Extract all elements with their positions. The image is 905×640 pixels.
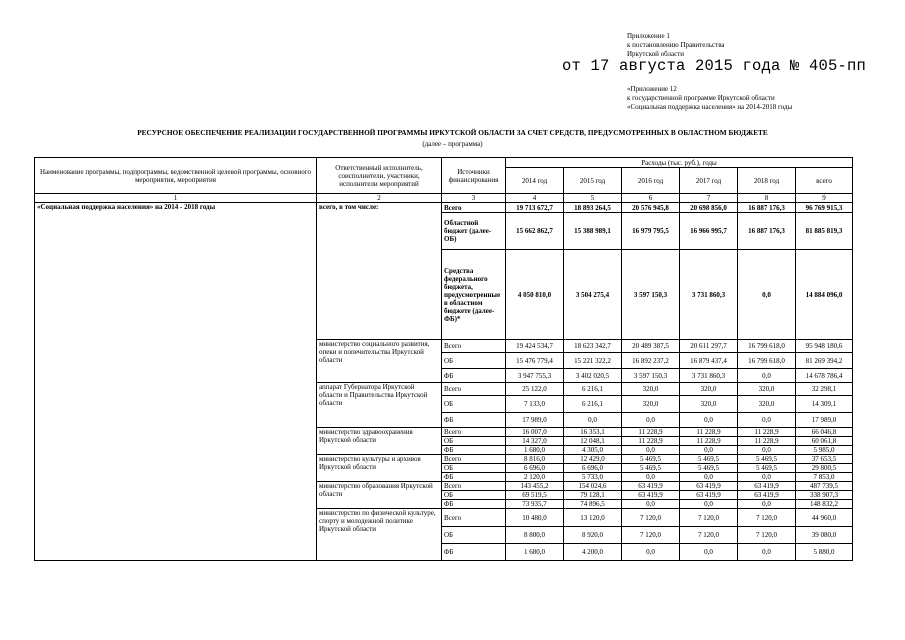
document-title: РЕСУРСНОЕ ОБЕСПЕЧЕНИЕ РЕАЛИЗАЦИИ ГОСУДАРСТВЕННОЙ ПРОГРАММЫ ИРКУТСКОЙ ОБЛАСТИ ЗА СЧЕТ СРЕДСТВ, ПРЕДУСМОТРЕННЫХ В ОБЛАСТНОМ БЮДЖЕТЕ [137, 128, 768, 137]
value-cell: 81 269 394,2 [796, 353, 853, 369]
value-cell: 11 228,9 [738, 428, 796, 437]
annex12-header [627, 85, 792, 112]
program-name: «Социальная поддержка населения» на 2014 - 2018 годы [35, 203, 317, 561]
value-cell: 320,0 [738, 396, 796, 413]
value-cell: 96 769 915,3 [796, 203, 853, 213]
value-cell: 20 698 856,0 [680, 203, 738, 213]
annex12-line3: «Социальная поддержка населения» на 2014-2018 годы [627, 103, 793, 111]
value-cell: 15 221 322,2 [564, 353, 622, 369]
value-cell: 0,0 [622, 413, 680, 428]
value-cell: 11 228,9 [680, 428, 738, 437]
value-cell: 14 309,1 [796, 396, 853, 413]
value-cell: 39 080,0 [796, 527, 853, 544]
resolution-date-stamp: от 17 августа 2015 года № 405-пп [562, 57, 867, 75]
value-cell: 320,0 [680, 383, 738, 396]
source-cell: Всего [442, 340, 506, 353]
source-cell: Всего [442, 203, 506, 213]
executor-name: министерство здравоохранения Иркутской области [317, 428, 442, 455]
value-cell: 17 989,0 [506, 413, 564, 428]
value-cell: 7 120,0 [622, 527, 680, 544]
value-cell: 0,0 [738, 544, 796, 561]
executor-name: министерство социального развития, опеки и попечительства Иркутской области [317, 340, 442, 383]
column-number: 6 [622, 194, 680, 203]
value-cell: 32 298,1 [796, 383, 853, 396]
value-cell: 7 120,0 [622, 509, 680, 527]
value-cell: 14 884 096,0 [796, 250, 853, 340]
value-cell: 25 122,0 [506, 383, 564, 396]
value-cell: 8 920,0 [564, 527, 622, 544]
value-cell: 8 800,0 [506, 527, 564, 544]
value-cell: 2 120,0 [506, 473, 564, 482]
value-cell: 13 120,0 [564, 509, 622, 527]
column-number: 4 [506, 194, 564, 203]
value-cell: 95 948 180,6 [796, 340, 853, 353]
value-cell: 14 678 786,4 [796, 369, 853, 383]
source-cell: ФБ [442, 544, 506, 561]
value-cell: 320,0 [680, 396, 738, 413]
document-subtitle: (далее – программа) [422, 140, 483, 148]
source-cell: Всего [442, 509, 506, 527]
value-cell: 0,0 [680, 413, 738, 428]
source-cell: ФБ [442, 500, 506, 509]
value-cell: 3 402 020,5 [564, 369, 622, 383]
value-cell: 4 200,0 [564, 544, 622, 561]
value-cell: 1 680,0 [506, 446, 564, 455]
header-year: всего [796, 168, 853, 194]
value-cell: 0,0 [680, 446, 738, 455]
value-cell: 63 419,9 [738, 491, 796, 500]
header-executor: Ответственный исполнитель, соисполнители, участники, исполнители мероприятий [317, 158, 442, 194]
value-cell: 5 469,5 [680, 455, 738, 464]
value-cell: 6 216,1 [564, 383, 622, 396]
value-cell: 7 120,0 [680, 509, 738, 527]
column-number: 7 [680, 194, 738, 203]
value-cell: 14 327,0 [506, 437, 564, 446]
value-cell: 320,0 [738, 383, 796, 396]
value-cell: 5 469,5 [738, 455, 796, 464]
value-cell: 11 228,9 [622, 428, 680, 437]
value-cell: 338 907,3 [796, 491, 853, 500]
value-cell: 6 216,1 [564, 396, 622, 413]
value-cell: 16 799 618,0 [738, 353, 796, 369]
executor-name: министерство культуры и архивов Иркутской области [317, 455, 442, 482]
value-cell: 8 816,0 [506, 455, 564, 464]
value-cell: 154 024,6 [564, 482, 622, 491]
value-cell: 7 133,0 [506, 396, 564, 413]
value-cell: 16 979 795,5 [622, 213, 680, 250]
value-cell: 16 879 437,4 [680, 353, 738, 369]
value-cell: 0,0 [738, 413, 796, 428]
value-cell: 66 046,8 [796, 428, 853, 437]
value-cell: 143 455,2 [506, 482, 564, 491]
value-cell: 11 228,9 [738, 437, 796, 446]
value-cell: 7 120,0 [738, 527, 796, 544]
value-cell: 0,0 [680, 500, 738, 509]
header-year: 2016 год [622, 168, 680, 194]
value-cell: 0,0 [738, 369, 796, 383]
value-cell: 5 469,5 [738, 464, 796, 473]
value-cell: 16 966 995,7 [680, 213, 738, 250]
header-source: Источники финансирования [442, 158, 506, 194]
value-cell: 0,0 [622, 500, 680, 509]
source-cell: Всего [442, 428, 506, 437]
table-colnum-row [35, 194, 853, 203]
value-cell: 3 731 860,3 [680, 250, 738, 340]
header-year: 2015 год [564, 168, 622, 194]
value-cell: 44 960,0 [796, 509, 853, 527]
value-cell: 0,0 [738, 446, 796, 455]
value-cell: 63 419,9 [680, 491, 738, 500]
value-cell: 63 419,9 [738, 482, 796, 491]
column-number: 9 [796, 194, 853, 203]
value-cell: 29 800,5 [796, 464, 853, 473]
value-cell: 63 419,9 [622, 482, 680, 491]
value-cell: 5 469,5 [622, 455, 680, 464]
value-cell: 18 893 264,5 [564, 203, 622, 213]
table-header-row [35, 158, 853, 168]
annex12-line1: «Приложение 12 [627, 85, 677, 93]
source-cell: ОБ [442, 353, 506, 369]
value-cell: 15 476 779,4 [506, 353, 564, 369]
value-cell: 63 419,9 [622, 491, 680, 500]
source-cell: ОБ [442, 437, 506, 446]
column-number: 5 [564, 194, 622, 203]
value-cell: 0,0 [738, 473, 796, 482]
value-cell: 1 680,0 [506, 544, 564, 561]
value-cell: 37 653,5 [796, 455, 853, 464]
source-cell: Всего [442, 383, 506, 396]
source-cell: Средства федерального бюджета, предусмотренные в областном бюджете (далее- ФБ)* [442, 250, 506, 340]
source-cell: ФБ [442, 369, 506, 383]
value-cell: 7 120,0 [680, 527, 738, 544]
value-cell: 4 050 810,0 [506, 250, 564, 340]
annex12-line2: к государственной программе Иркутской области [627, 94, 775, 102]
value-cell: 5 985,0 [796, 446, 853, 455]
value-cell: 15 388 989,1 [564, 213, 622, 250]
value-cell: 5 880,0 [796, 544, 853, 561]
source-cell: ОБ [442, 491, 506, 500]
column-number: 1 [35, 194, 317, 203]
value-cell: 487 739,5 [796, 482, 853, 491]
header-year: 2014 год [506, 168, 564, 194]
value-cell: 320,0 [622, 383, 680, 396]
value-cell: 11 228,9 [680, 437, 738, 446]
value-cell: 74 896,5 [564, 500, 622, 509]
source-cell: ОБ [442, 527, 506, 544]
value-cell: 16 892 237,2 [622, 353, 680, 369]
value-cell: 16 007,0 [506, 428, 564, 437]
annex1-line2: к постановлению Правительства [627, 41, 725, 49]
value-cell: 148 832,2 [796, 500, 853, 509]
value-cell: 5 733,0 [564, 473, 622, 482]
value-cell: 0,0 [738, 250, 796, 340]
header-program: Наименование программы, подпрограммы, ведомственной целевой программы, основного мероприятия, мероприятия [35, 158, 317, 194]
source-cell: Областной бюджет (далее- ОБ) [442, 213, 506, 250]
column-number: 2 [317, 194, 442, 203]
value-cell: 0,0 [622, 446, 680, 455]
value-cell: 0,0 [680, 473, 738, 482]
value-cell: 81 885 819,3 [796, 213, 853, 250]
column-number: 8 [738, 194, 796, 203]
column-number: 3 [442, 194, 506, 203]
value-cell: 16 799 618,0 [738, 340, 796, 353]
value-cell: 3 597 150,3 [622, 250, 680, 340]
value-cell: 20 489 387,5 [622, 340, 680, 353]
annex1-header [627, 32, 725, 59]
resource-table-body [35, 158, 853, 561]
header-year: 2018 год [738, 168, 796, 194]
annex1-line3: Иркутской области [627, 50, 685, 58]
value-cell: 19 713 672,7 [506, 203, 564, 213]
value-cell: 5 469,5 [622, 464, 680, 473]
value-cell: 3 947 755,3 [506, 369, 564, 383]
source-cell: ФБ [442, 473, 506, 482]
value-cell: 12 429,0 [564, 455, 622, 464]
value-cell: 16 353,1 [564, 428, 622, 437]
value-cell: 63 419,9 [680, 482, 738, 491]
value-cell: 20 576 945,8 [622, 203, 680, 213]
value-cell: 4 305,0 [564, 446, 622, 455]
value-cell: 73 935,7 [506, 500, 564, 509]
value-cell: 12 048,1 [564, 437, 622, 446]
executor-name: министерство образования Иркутской области [317, 482, 442, 509]
value-cell: 0,0 [738, 500, 796, 509]
value-cell: 320,0 [622, 396, 680, 413]
value-cell: 6 696,0 [564, 464, 622, 473]
value-cell: 3 504 275,4 [564, 250, 622, 340]
header-expenses: Расходы (тыс. руб.), годы [506, 158, 853, 168]
value-cell: 15 662 862,7 [506, 213, 564, 250]
value-cell: 0,0 [564, 413, 622, 428]
source-cell: Всего [442, 482, 506, 491]
header-year: 2017 год [680, 168, 738, 194]
value-cell: 3 597 150,3 [622, 369, 680, 383]
value-cell: 10 480,0 [506, 509, 564, 527]
value-cell: 16 887 176,3 [738, 203, 796, 213]
value-cell: 7 120,0 [738, 509, 796, 527]
source-cell: ОБ [442, 396, 506, 413]
value-cell: 6 696,0 [506, 464, 564, 473]
program-executor: всего, в том числе: [317, 203, 442, 340]
value-cell: 7 853,0 [796, 473, 853, 482]
source-cell: ФБ [442, 413, 506, 428]
source-cell: ОБ [442, 464, 506, 473]
source-cell: ФБ [442, 446, 506, 455]
value-cell: 0,0 [622, 473, 680, 482]
source-cell: Всего [442, 455, 506, 464]
resource-table [34, 157, 853, 561]
value-cell: 0,0 [622, 544, 680, 561]
annex1-line1: Приложение 1 [627, 32, 670, 40]
value-cell: 11 228,9 [622, 437, 680, 446]
value-cell: 16 887 176,3 [738, 213, 796, 250]
value-cell: 79 128,1 [564, 491, 622, 500]
executor-name: министерство по физической культуре, спорту и молодежной политике Иркутской области [317, 509, 442, 561]
table-row [35, 203, 853, 213]
value-cell: 18 623 342,7 [564, 340, 622, 353]
value-cell: 0,0 [680, 544, 738, 561]
value-cell: 69 519,5 [506, 491, 564, 500]
value-cell: 60 061,8 [796, 437, 853, 446]
value-cell: 3 731 860,3 [680, 369, 738, 383]
value-cell: 19 424 534,7 [506, 340, 564, 353]
executor-name: аппарат Губернатора Иркутской области и Правительства Иркутской области [317, 383, 442, 428]
value-cell: 5 469,5 [680, 464, 738, 473]
value-cell: 20 611 297,7 [680, 340, 738, 353]
value-cell: 17 989,0 [796, 413, 853, 428]
